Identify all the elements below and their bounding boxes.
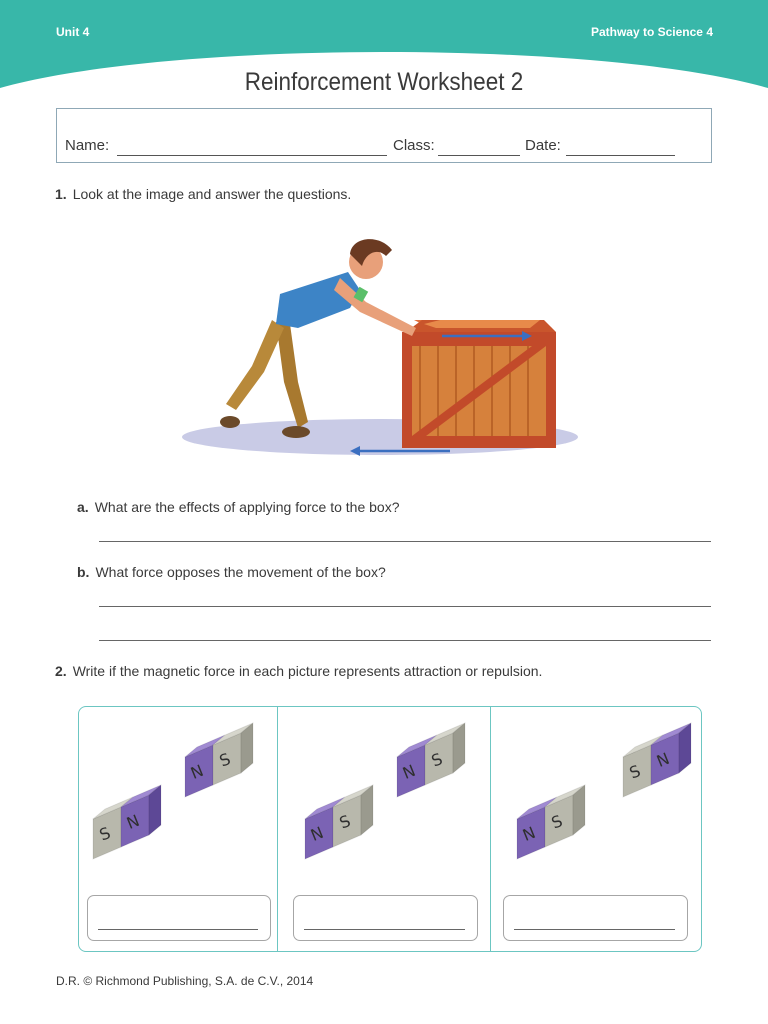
magnet-pole-label: N	[399, 760, 419, 783]
name-field[interactable]	[117, 155, 387, 156]
question-2	[55, 663, 542, 679]
question-number: 2.	[55, 663, 67, 679]
magnet-pole-label: N	[187, 760, 207, 783]
magnet-pole-label: N	[653, 748, 673, 771]
question-number: 1.	[55, 186, 67, 202]
unit-label: Unit 4	[56, 25, 90, 39]
answer-line	[514, 929, 675, 930]
student-info-box	[56, 108, 712, 163]
answer-line-1b-2[interactable]	[99, 640, 711, 641]
date-field[interactable]	[566, 155, 675, 156]
question-1b	[77, 564, 386, 580]
page-title: Reinforcement Worksheet 2	[244, 68, 524, 96]
class-field[interactable]	[438, 155, 520, 156]
magnet-pole-label: S	[626, 761, 644, 783]
magnet-pole-label: S	[428, 749, 446, 771]
panel-divider	[490, 707, 491, 951]
answer-box-2[interactable]	[293, 895, 478, 941]
magnet-pole-label: S	[548, 811, 566, 833]
name-label: Name:	[65, 137, 110, 154]
part-letter: a.	[77, 499, 89, 515]
question-text: Look at the image and answer the questions.	[72, 186, 352, 202]
part-letter: b.	[77, 564, 90, 580]
magnet-pole-label: S	[216, 749, 234, 771]
answer-box-1[interactable]	[87, 895, 271, 941]
magnet-pole-label: N	[519, 822, 539, 845]
panel-divider	[277, 707, 278, 951]
magnet-pole-label: N	[123, 810, 143, 833]
book-title: Pathway to Science 4	[590, 25, 713, 39]
part-text: What force opposes the movement of the box?	[95, 564, 386, 580]
class-label: Class:	[393, 137, 435, 154]
part-text: What are the effects of applying force to the box?	[94, 499, 400, 515]
magnet-pole-label: N	[307, 822, 327, 845]
question-text: Write if the magnetic force in each picture represents attraction or repulsion.	[72, 663, 543, 679]
magnet-picture-2	[291, 707, 489, 893]
boy-pushing-crate-illustration	[180, 232, 580, 467]
magnet-picture-3	[503, 707, 701, 893]
answer-line	[98, 929, 258, 930]
copyright-footer: D.R. © Richmond Publishing, S.A. de C.V., 2014	[56, 974, 314, 988]
magnet-pole-label: S	[336, 811, 354, 833]
magnet-picture-1	[79, 707, 277, 893]
answer-box-3[interactable]	[503, 895, 688, 941]
magnet-panel	[78, 706, 702, 952]
question-1a	[77, 499, 400, 515]
magnet-pole-label: S	[96, 823, 114, 845]
date-label: Date:	[525, 137, 561, 154]
answer-line	[304, 929, 465, 930]
question-1	[55, 186, 351, 202]
answer-line-1b-1[interactable]	[99, 606, 711, 607]
answer-line-1a[interactable]	[99, 541, 711, 542]
